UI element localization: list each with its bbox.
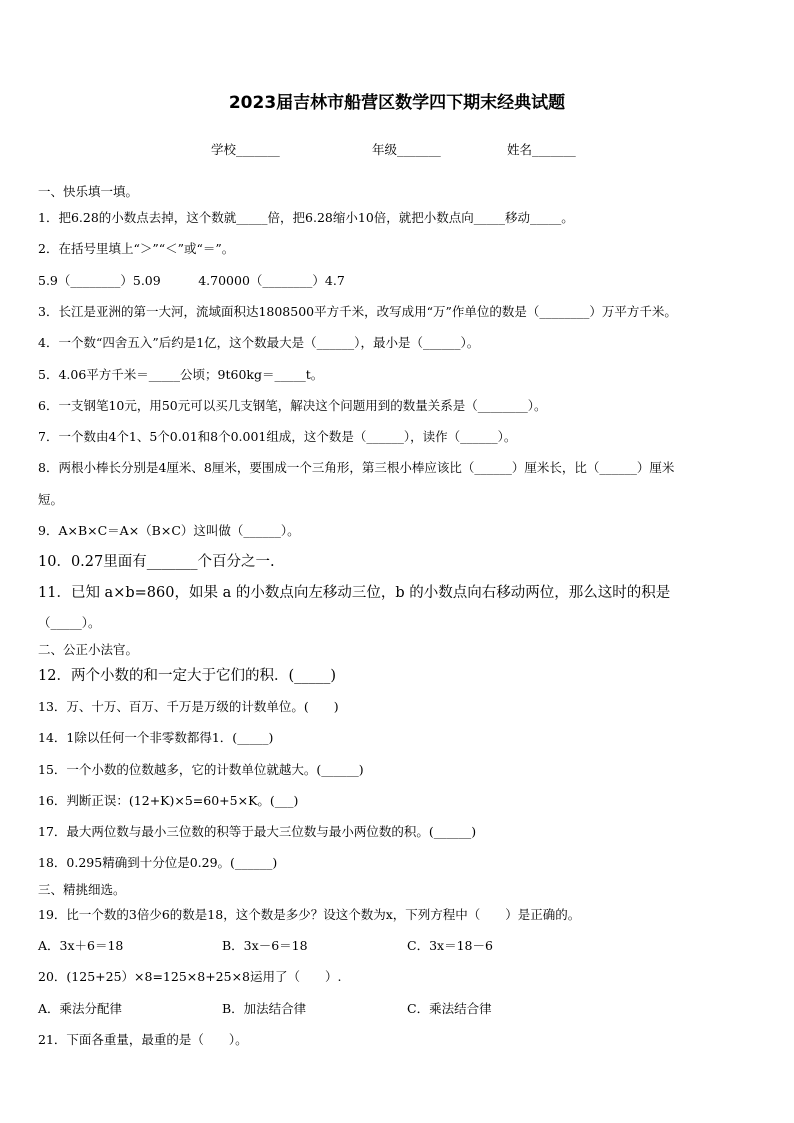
q20-option-b: B．加法结合律 [222,1001,307,1016]
question-13: 13．万、十万、百万、千万是万级的计数单位。( ) [38,699,339,714]
question-20: 20．(125+25）×8=125×8+25×8运用了（ ）. [38,969,342,984]
section-title-fill: 一、快乐填一填。 [38,184,139,199]
question-14: 14．1除以任何一个非零数都得1．(_____) [38,730,274,745]
question-5: 5．4.06平方千米＝_____公顷；9t60kg＝_____t。 [38,367,324,382]
section-title-choice: 三、精挑细选。 [38,882,126,897]
question-15: 15．一个小数的位数越多，它的计数单位就越大。(______) [38,762,364,777]
question-18: 18．0.295精确到十分位是0.29。(______) [38,855,278,870]
question-19: 19．比一个数的3倍少6的数是18，这个数是多少？设这个数为x，下列方程中（ ）是正确的。 [38,907,581,922]
question-12: 12．两个小数的和一定大于它们的积．(_____) [38,668,337,684]
question-8: 8．两根小棒长分别是4厘米、8厘米，要围成一个三角形，第三根小棒应该比（______）厘米长，比（______）厘米 [38,460,675,475]
q19-option-a: A．3x＋6＝18 [38,938,124,953]
question-2: 2．在括号里填上“＞”“＜”或“＝”。 [38,241,235,256]
q20-option-c: C．乘法结合律 [407,1001,492,1016]
section-title-judge: 二、公正小法官。 [38,642,139,657]
grade-field: 年级_______ [372,142,441,157]
question-1: 1．把6.28的小数点去掉，这个数就_____倍，把6.28缩小10倍，就把小数点向_____移动_____。 [38,210,574,225]
question-17: 17．最大两位数与最小三位数的积等于最大三位数与最小两位数的积。(______) [38,824,477,839]
question-6: 6．一支钢笔10元，用50元可以买几支钢笔，解决这个问题用到的数量关系是（________）。 [38,398,547,413]
question-2-blanks: 5.9（________）5.09 4.70000（________）4.7 [38,273,345,288]
question-10: 10．0.27里面有_______个百分之一. [38,554,275,570]
q19-option-b: B．3x－6＝18 [222,938,308,953]
school-field: 学校_______ [211,142,280,157]
name-field: 姓名_______ [507,142,576,157]
question-4: 4．一个数“四舍五入”后约是1亿，这个数最大是（______），最小是（______）。 [38,335,480,350]
question-16: 16．判断正误：(12+K)×5=60+5×K。(___) [38,793,299,808]
page-title: 2023届吉林市船营区数学四下期末经典试题 [228,93,566,113]
question-9: 9．A×B×C＝A×（B×C）这叫做（______）。 [38,523,300,538]
question-11-cont: （_____）。 [38,615,101,630]
question-11: 11．已知 a×b=860，如果 a 的小数点向左移动三位，b 的小数点向右移动两位，那么这时的积是 [38,585,671,601]
question-7: 7．一个数由4个1、5个0.01和8个0.001组成，这个数是（______），读作（______）。 [38,429,517,444]
question-8-cont: 短。 [38,492,64,507]
question-21: 21．下面各重量，最重的是（ ）。 [38,1032,248,1047]
q20-option-a: A．乘法分配律 [38,1001,123,1016]
question-3: 3．长江是亚洲的第一大河，流域面积达1808500平方千米，改写成用“万”作单位的数是（________）万平方千米。 [38,304,677,319]
q19-option-c: C．3x＝18－6 [407,938,493,953]
